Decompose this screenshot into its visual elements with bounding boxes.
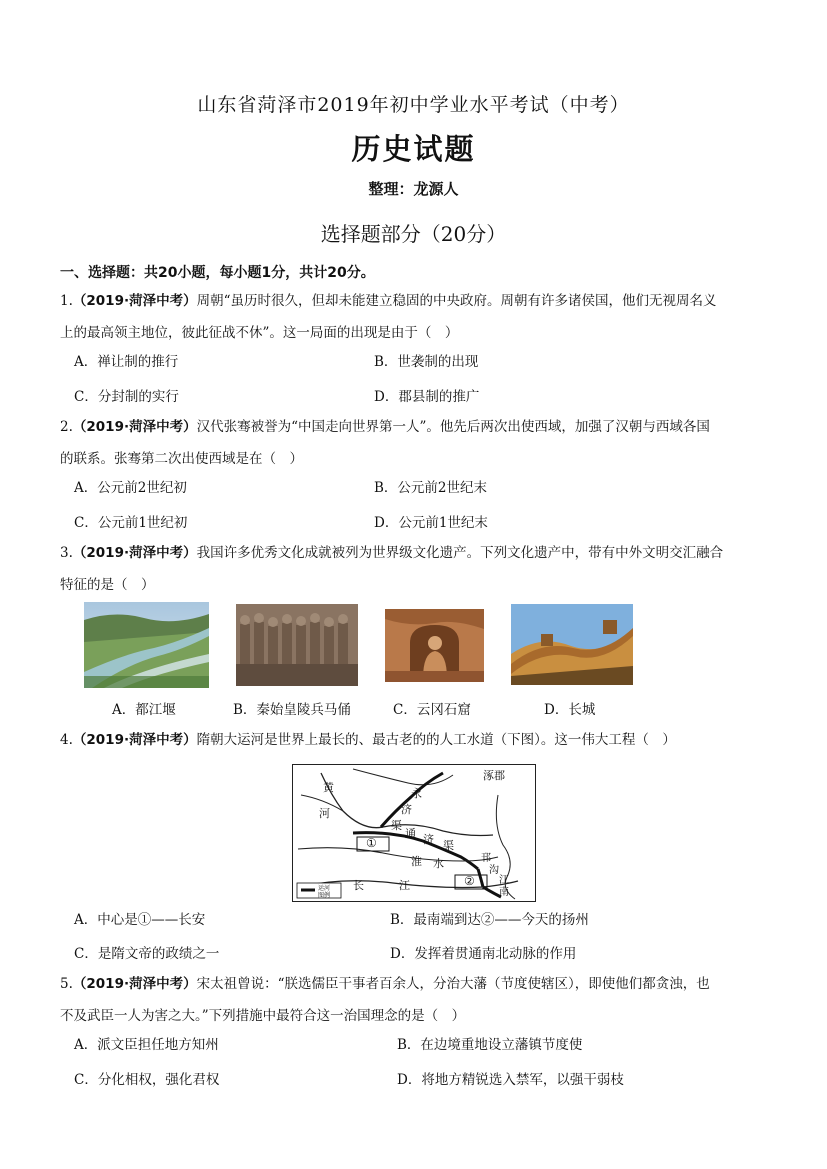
map-label-he: 河	[319, 807, 330, 820]
question-3-option-d: D．长城	[544, 702, 596, 718]
question-2-option-d: D．公元前1世纪末	[374, 515, 488, 531]
question-source: （2019·菏泽中考）	[72, 293, 197, 309]
question-stem: 隋朝大运河是世界上最长的、最古老的的人工水道（下图）。这一伟大工程（ ）	[196, 732, 676, 748]
map-label-yong: 永	[411, 787, 422, 800]
question-4-option-c: C．是隋文帝的政绩之一	[74, 946, 220, 962]
dujiangyan-photo	[84, 602, 209, 688]
map-label-zhuojun: 涿郡	[483, 769, 505, 782]
exam-title-line: 山东省菏泽市2019年初中学业水平考试（中考）	[197, 94, 630, 116]
question-1-line-1	[60, 291, 717, 311]
question-number: 3.	[60, 545, 73, 561]
map-label-hangou-gou: 沟	[489, 865, 499, 876]
terracotta-army-photo	[236, 604, 358, 686]
question-4-option-d: D．发挥着贯通南北动脉的作用	[390, 946, 577, 962]
map-label-tongji-ji: 济	[423, 833, 434, 846]
question-2-option-b: B．公元前2世纪末	[374, 480, 488, 496]
question-stem: 汉代张骞被誉为“中国走向世界第一人”。他先后两次出使西域，加强了汉朝与西域各国	[196, 419, 710, 435]
question-3-option-c: C．云冈石窟	[393, 702, 471, 718]
map-label-shui: 水	[433, 857, 444, 870]
question-number: 1.	[60, 293, 73, 309]
question-5-option-a: A．派文臣担任地方知州	[74, 1037, 219, 1053]
map-marker-2: ②	[464, 874, 475, 888]
map-label-tongji-qu: 渠	[443, 839, 454, 852]
question-2-option-a: A．公元前2世纪初	[74, 480, 187, 496]
map-label-huang: 黄	[323, 781, 334, 794]
map-label-huai: 淮	[411, 855, 422, 868]
question-1-option-a: A．禅让制的推行	[74, 354, 179, 370]
great-wall-photo	[511, 604, 633, 685]
question-3-option-a: A．都江堰	[112, 702, 176, 718]
question-source: （2019·菏泽中考）	[72, 976, 197, 992]
question-number: 5.	[60, 976, 73, 992]
sui-grand-canal-map	[292, 764, 536, 902]
question-5-option-b: B．在边境重地设立藩镇节度使	[397, 1037, 583, 1053]
question-number: 4.	[60, 732, 73, 748]
question-1-option-b: B．世袭制的出现	[374, 354, 479, 370]
question-2-line-2: 的联系。张骞第二次出使西域是在（ ）	[60, 451, 303, 467]
question-2-line-1	[60, 417, 710, 437]
question-3-line-1	[60, 543, 723, 563]
paper-title: 历史试题	[351, 132, 476, 166]
question-stem: 我国许多优秀文化成就被列为世界级文化遗产。下列文化遗产中，带有中外文明交汇融合	[196, 545, 724, 561]
map-label-chang: 长	[353, 879, 364, 892]
question-5-option-d: D．将地方精锐选入禁军，以强干弱枝	[397, 1072, 624, 1088]
question-source: （2019·菏泽中考）	[72, 732, 197, 748]
map-legend-title: 图例	[318, 892, 331, 899]
question-1-option-d: D．郡县制的推广	[374, 389, 480, 405]
map-legend-canal: 运河	[318, 885, 331, 892]
map-label-tong: 通	[405, 827, 416, 840]
question-1-option-c: C．分封制的实行	[74, 389, 179, 405]
yungang-grottoes-photo	[385, 609, 484, 682]
map-label-jiangnan-nan: 南	[499, 887, 509, 898]
question-stem: 宋太祖曾说：“朕选儒臣干事者百余人，分治大藩（节度使辖区），即使他们都贪浊，也	[196, 976, 710, 992]
question-number: 2.	[60, 419, 73, 435]
question-4-option-b: B．最南端到达②——今天的扬州	[390, 912, 589, 928]
question-5-line-2: 不及武臣一人为害之大。”下列措施中最符合这一治国理念的是（ ）	[60, 1008, 466, 1024]
question-3-line-2: 特征的是（ ）	[60, 577, 155, 593]
map-marker-1: ①	[366, 836, 377, 850]
question-4-option-a: A．中心是①——长安	[74, 912, 206, 928]
question-source: （2019·菏泽中考）	[72, 419, 197, 435]
map-label-jiangnan-jiang: 江	[499, 875, 509, 886]
question-5-option-c: C．分化相权，强化君权	[74, 1072, 220, 1088]
question-source: （2019·菏泽中考）	[72, 545, 197, 561]
map-label-hangou-han: 邗	[481, 853, 491, 864]
map-label-jiang: 江	[399, 879, 410, 892]
map-label-ji: 济	[401, 803, 412, 816]
question-3-option-b: B．秦始皇陵兵马俑	[233, 702, 351, 718]
compiler-line: 整理：龙源人	[368, 180, 459, 198]
question-2-option-c: C．公元前1世纪初	[74, 515, 188, 531]
question-1-line-2: 上的最高领主地位，彼此征战不休”。这一局面的出现是由于（ ）	[60, 325, 459, 341]
map-label-qu: 渠	[391, 819, 402, 832]
question-stem: 周朝“虽历时很久，但却未能建立稳固的中央政府。周朝有许多诸侯国，他们无视周名义	[196, 293, 717, 309]
question-4-line-1	[60, 730, 676, 750]
part-heading: 选择题部分（20分）	[320, 222, 507, 246]
section-heading: 一、选择题：共20小题，每小题1分，共计20分。	[60, 265, 375, 281]
question-5-line-1	[60, 974, 710, 994]
